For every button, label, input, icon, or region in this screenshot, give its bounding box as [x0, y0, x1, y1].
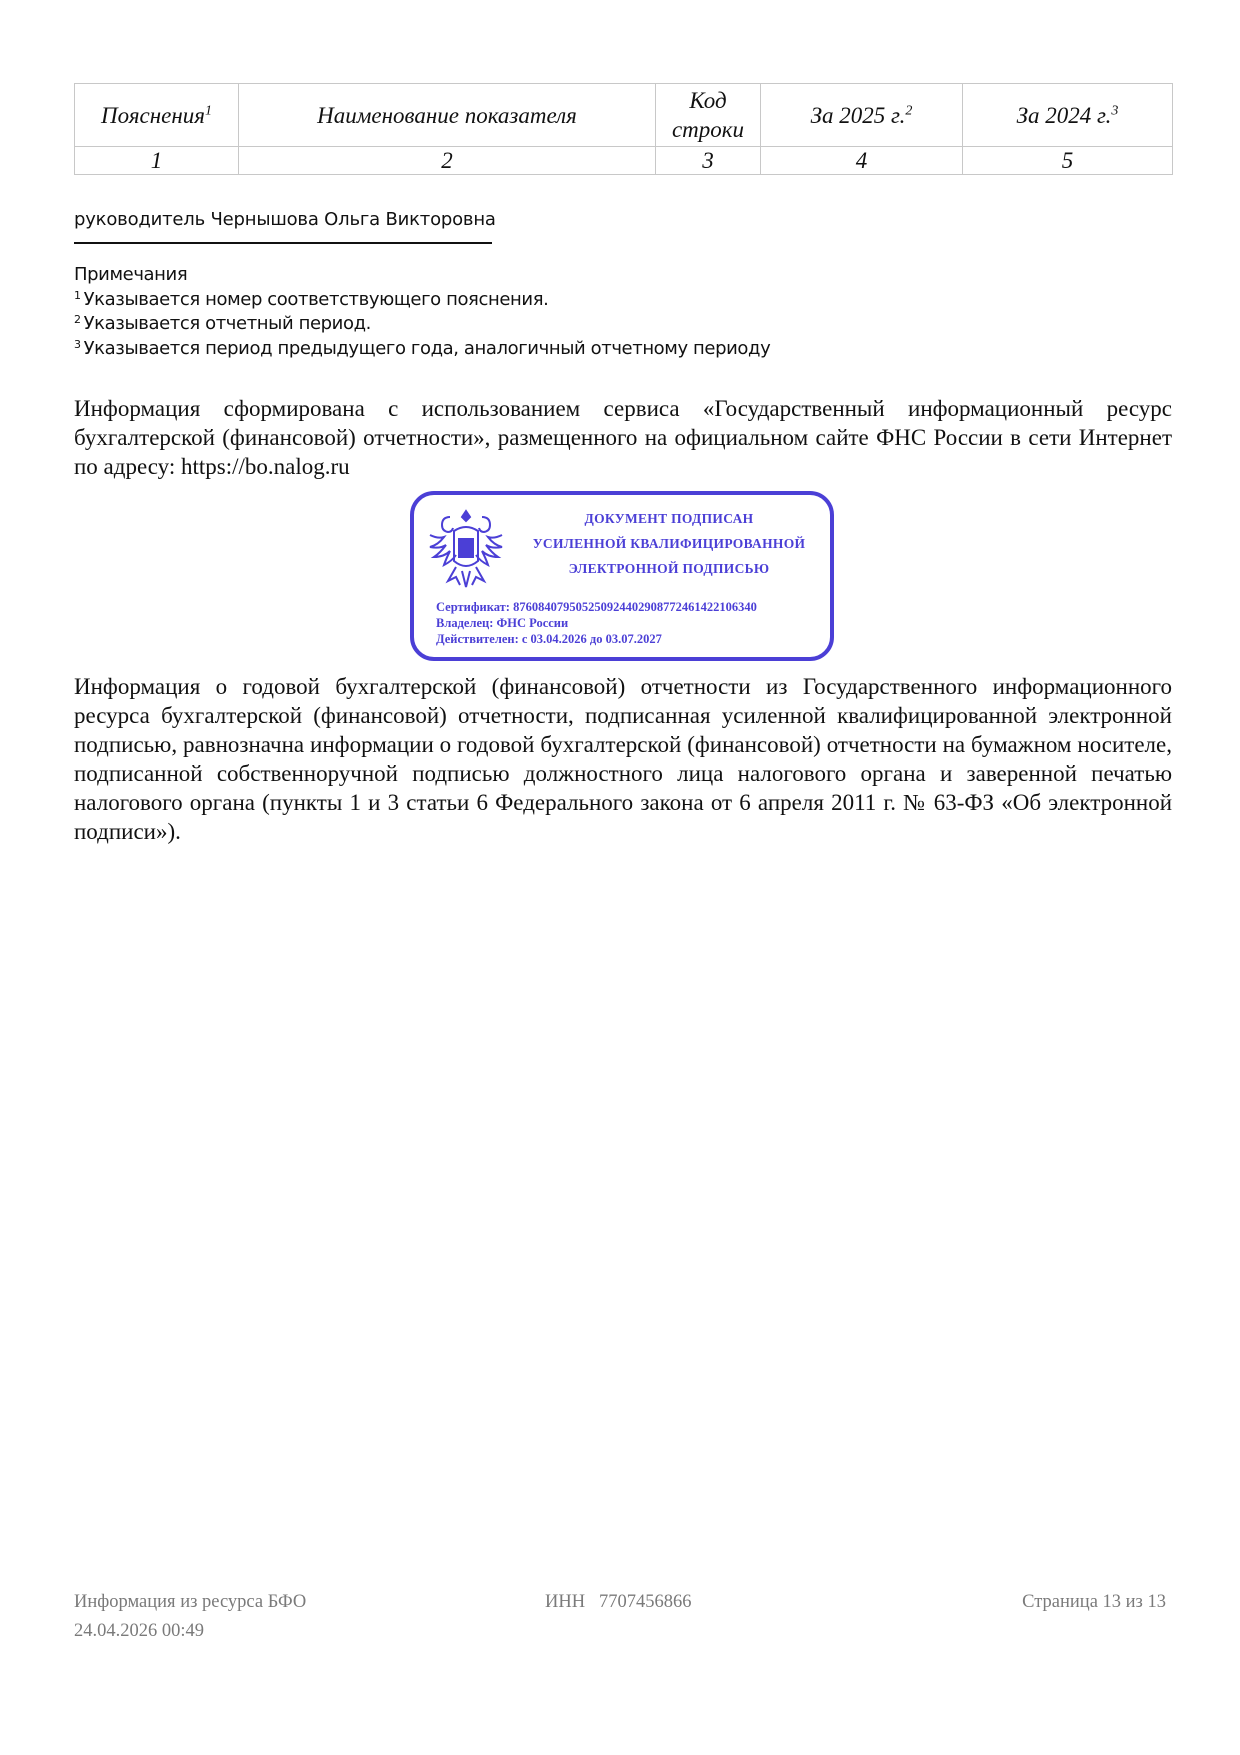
note-item: $^2$ Указывается отчетный период.	[74, 313, 371, 334]
column-number: 5	[963, 147, 1173, 175]
table-number-row	[75, 147, 1173, 175]
footer-inn-label: ИНН	[545, 1592, 586, 1612]
stamp-validity: Действителен: с 03.04.2026 до 03.07.2027	[436, 632, 662, 646]
footer-source: Информация из ресурса БФО	[74, 1592, 307, 1612]
signature-line	[74, 242, 492, 244]
header-explanations: Пояснения$^1$	[75, 84, 239, 147]
column-number: 4	[761, 147, 963, 175]
header-line-code: Код строки	[656, 84, 761, 147]
header-year-2025: За 2025 г.$^2$	[761, 84, 963, 147]
signature-stamp	[410, 491, 834, 661]
column-number: 2	[239, 147, 656, 175]
header-year-2024: За 2024 г.$^3$	[963, 84, 1173, 147]
legal-paragraph: Информация о годовой бухгалтерской (финансовой) отчетности из Государственного информационного ресурса бухгалтерской (финансовой) отчетности, подписанная усиленной квалифицированной электронной подписью, равнозначна информации о годовой бухгалтерской (финансовой) отчетности на бумажном носителе, подписанной собственноручной подписью должностного лица налогового органа и заверенной печатью налогового органа (пункты 1 и 3 статьи 6 Федерального закона от 6 апреля 2011 г. № 63-ФЗ «Об электронной подписи»).	[74, 674, 1172, 844]
stamp-title: ЭЛЕКТРОННОЙ ПОДПИСЬЮ	[568, 561, 770, 576]
note-item: $^3$ Указывается период предыдущего года, аналогичный отчетному периоду	[74, 337, 771, 359]
table-header-row	[75, 84, 1173, 147]
note-item: $^1$ Указывается номер соответствующего пояснения.	[74, 288, 549, 310]
info-paragraph: Информация сформирована с использованием сервиса «Государственный информационный ресурс бухгалтерской (финансовой) отчетности», размещенного на официальном сайте ФНС России в сети Интернет по адресу: https://bo.nalog.ru	[74, 396, 1172, 479]
footer-page-number: Страница 13 из 13	[1022, 1592, 1166, 1612]
double-headed-eagle-icon	[424, 505, 508, 595]
notes-title: Примечания	[74, 264, 188, 285]
notes	[74, 263, 770, 361]
header-indicator-name: Наименование показателя	[239, 84, 656, 147]
footer-datetime: 24.04.2026 00:49	[74, 1621, 205, 1641]
stamp-certificate: Сертификат: 876084079505250924402908772461422106340	[436, 600, 757, 614]
footer-inn	[545, 1592, 691, 1613]
stamp-title: ДОКУМЕНТ ПОДПИСАН	[584, 511, 754, 526]
report-table	[74, 83, 1173, 175]
column-number: 1	[75, 147, 239, 175]
stamp-title: УСИЛЕННОЙ КВАЛИФИЦИРОВАННОЙ	[532, 536, 806, 551]
signer-name: руководитель Чернышова Ольга Викторовна	[74, 209, 496, 230]
column-number: 3	[656, 147, 761, 175]
footer-inn-value: 7707456866	[598, 1592, 692, 1612]
stamp-owner: Владелец: ФНС России	[436, 616, 569, 630]
